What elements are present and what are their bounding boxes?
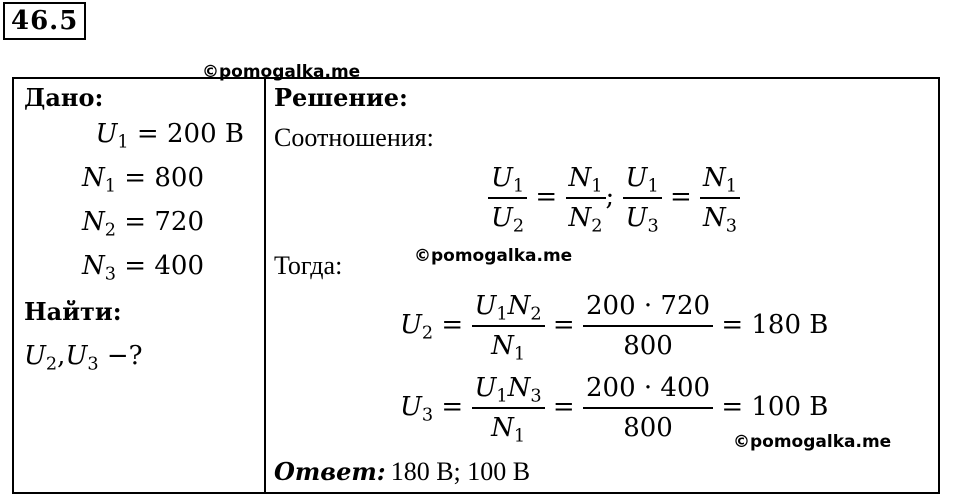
given-n2: $N_2 = 720$ [82, 207, 204, 241]
fraction-n1-n3: $\frac{N_1}{N_3}$ [700, 159, 740, 237]
given-n3: $N_3 = 400$ [82, 251, 204, 285]
answer-label: Ответ: [274, 457, 386, 486]
column-divider [264, 79, 266, 492]
given-n1-value: 800 [154, 163, 204, 193]
fraction-u1-u3: $\frac{U_1}{U_3}$ [623, 159, 662, 237]
given-heading: Дано: [24, 83, 104, 112]
watermark-bottom: ©pomogalka.me [733, 432, 892, 452]
relations-label: Соотношения: [274, 123, 434, 152]
formula-u2: $U_2$ = $\frac{U_1N_2}{N_1}$ = $\frac{200 \cdot 720}{800}$ = 180 В [400, 287, 828, 365]
given-n1: $N_1 = 800$ [82, 163, 204, 197]
fraction-u1n3-n1: $\frac{U_1N_3}{N_1}$ [472, 369, 545, 447]
fraction-u2-numeric [583, 287, 713, 365]
given-n2-value: 720 [154, 207, 204, 237]
watermark-top: ©pomogalka.me [202, 62, 361, 82]
u3-numerator: 200 · 400 [583, 369, 713, 409]
given-u1: $U_1 = 200$ В [95, 119, 244, 153]
fraction-u1n2-n1: $\frac{U_1N_2}{N_1}$ [472, 287, 545, 365]
fraction-n1-n2: $\frac{N_1}{N_2}$ [566, 159, 606, 237]
find-text: $U_2,U_3$ −? [24, 341, 143, 375]
formula-u3: $U_3$ = $\frac{U_1N_3}{N_1}$ = $\frac{200 \cdot 400}{800}$ = 100 В [400, 369, 828, 447]
watermark-middle: ©pomogalka.me [414, 246, 573, 266]
answer-line [274, 457, 530, 487]
find-heading: Найти: [24, 297, 122, 326]
u2-numerator: 200 · 720 [583, 287, 713, 327]
given-n3-value: 400 [154, 251, 204, 281]
u2-denominator: 800 [623, 331, 673, 361]
u2-result: = 180 В [721, 310, 829, 340]
relations-formula: $\frac{U_1}{U_2}$ = $\frac{N_1}{N_2}$ ; $\frac{U_1}{U_3}$ = $\frac{N_1}{N_3}$ [488, 159, 740, 237]
u3-result: = 100 В [721, 392, 829, 422]
problem-number: 46.5 [3, 2, 86, 40]
answer-text: 180 В; 100 В [390, 457, 531, 486]
fraction-u1-u2: $\frac{U_1}{U_2}$ [488, 159, 527, 237]
solution-heading: Решение: [274, 83, 408, 112]
given-u1-value: 200 В [167, 119, 244, 149]
fraction-u3-numeric [583, 369, 713, 447]
u3-denominator: 800 [623, 413, 673, 443]
then-label: Тогда: [274, 251, 343, 280]
